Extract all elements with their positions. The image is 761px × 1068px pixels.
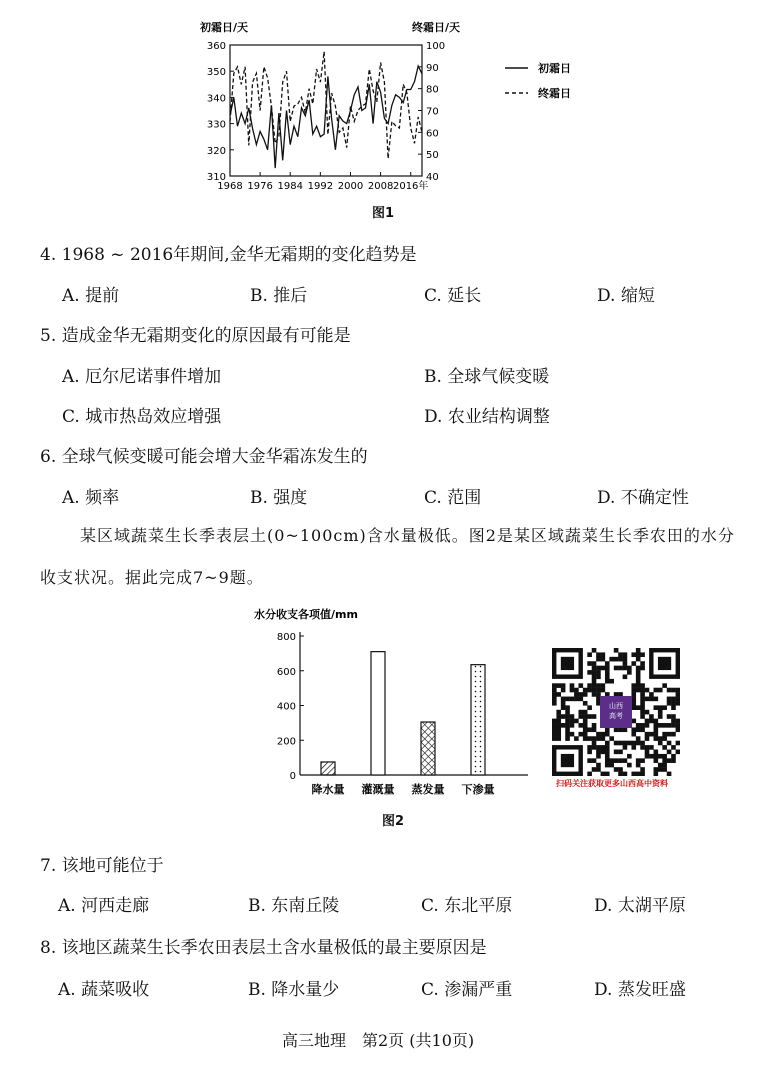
right-y-tick-label: 100 xyxy=(426,41,446,52)
figure2-caption: 图2 xyxy=(382,814,405,829)
qr-center-logo xyxy=(600,696,632,728)
qr-code xyxy=(552,648,680,776)
figure2-axes xyxy=(277,632,528,782)
q5-option-a: A. 厄尔尼诺事件增加 xyxy=(62,367,222,387)
x-tick-label: 2008 xyxy=(367,181,394,192)
question-4-stem: 4. 1968 ~ 2016年期间,金华无霜期的变化趋势是 xyxy=(40,245,417,265)
right-y-tick-label: 50 xyxy=(426,150,439,162)
q8-option-a: A. 蔬菜吸收 xyxy=(58,980,150,1000)
x-tick-label: 1984 xyxy=(277,181,303,192)
q6-option-a: A. 频率 xyxy=(62,488,120,508)
question-8-stem: 8. 该地区蔬菜生长季农田表层土含水量极低的最主要原因是 xyxy=(40,938,487,958)
bar-2 xyxy=(371,652,385,775)
right-axis-title: 终霜日/天 xyxy=(412,21,461,34)
intro-paragraph-line2: 收支状况。据此完成7~9题。 xyxy=(40,568,264,587)
legend-last-frost: 终霜日 xyxy=(538,87,571,100)
q5-option-c: C. 城市热岛效应增强 xyxy=(62,407,222,427)
figure1-chart xyxy=(190,18,590,208)
q5-option-b: B. 全球气候变暖 xyxy=(424,367,550,387)
q6-option-d: D. 不确定性 xyxy=(597,488,689,508)
q7-option-a: A. 河西走廊 xyxy=(58,896,150,916)
right-y-tick-label: 80 xyxy=(426,84,439,96)
y-tick-label: 0 xyxy=(289,771,296,782)
figure1-legend xyxy=(505,61,571,100)
y-tick-label: 200 xyxy=(276,736,296,748)
q7-option-b: B. 东南丘陵 xyxy=(248,896,340,916)
category-label: 下渗量 xyxy=(461,783,495,796)
x-tick-label: 2016年 xyxy=(392,181,429,192)
y-tick-label: 600 xyxy=(276,666,296,678)
question-7-stem: 7. 该地可能位于 xyxy=(40,856,164,876)
q4-option-d: D. 缩短 xyxy=(597,286,655,306)
x-tick-label: 1992 xyxy=(307,181,334,192)
qr-center-line2: 高考 xyxy=(609,712,623,720)
question-6-stem: 6. 全球气候变暖可能会增大金华霜冻发生的 xyxy=(40,447,368,467)
x-tick-label: 1976 xyxy=(247,181,273,192)
right-y-tick-label: 60 xyxy=(426,128,439,140)
left-y-tick-label: 340 xyxy=(206,93,226,105)
right-y-tick-label: 70 xyxy=(426,106,439,118)
q4-option-b: B. 推后 xyxy=(250,286,308,306)
q6-option-c: C. 范围 xyxy=(424,488,482,508)
figure2-bars xyxy=(312,652,495,796)
right-y-tick-label: 90 xyxy=(426,62,439,74)
left-y-tick-label: 360 xyxy=(206,41,226,52)
qr-center-line1: 山西 xyxy=(609,702,623,710)
q6-option-b: B. 强度 xyxy=(250,488,308,508)
left-y-tick-label: 310 xyxy=(206,172,226,183)
intro-paragraph-line1: 某区域蔬菜生长季表层土(0~100cm)含水量极低。图2是某区域蔬菜生长季农田的水分 xyxy=(80,526,735,545)
q7-option-d: D. 太湖平原 xyxy=(594,896,686,916)
category-label: 灌溉量 xyxy=(361,783,395,796)
q8-option-d: D. 蒸发旺盛 xyxy=(594,980,686,1000)
y-tick-label: 400 xyxy=(276,701,296,713)
figure2-chart xyxy=(248,604,538,804)
q5-option-d: D. 农业结构调整 xyxy=(424,407,550,427)
bar-1 xyxy=(321,762,335,775)
page-footer: 高三地理 第2页 (共10页) xyxy=(282,1031,475,1050)
q7-option-c: C. 东北平原 xyxy=(421,896,513,916)
bar-4 xyxy=(471,665,485,775)
series-line-last-frost xyxy=(230,52,422,159)
left-axis-title: 初霜日/天 xyxy=(200,21,249,34)
question-5-stem: 5. 造成金华无霜期变化的原因最有可能是 xyxy=(40,326,351,346)
figure2-title: 水分收支各项值/mm xyxy=(254,608,358,621)
category-label: 降水量 xyxy=(311,783,345,796)
bar-3 xyxy=(421,722,435,775)
figure1-lines xyxy=(230,52,422,169)
qr-caption: 扫码关注获取更多山西高中资料 xyxy=(556,779,668,788)
y-tick-label: 800 xyxy=(276,632,296,643)
q4-option-a: A. 提前 xyxy=(62,286,120,306)
x-tick-label: 2000 xyxy=(337,181,364,192)
q4-option-c: C. 延长 xyxy=(424,286,482,306)
left-y-tick-label: 330 xyxy=(206,119,226,131)
figure1-caption: 图1 xyxy=(372,206,395,221)
x-tick-label: 1968 xyxy=(217,181,243,192)
q8-option-c: C. 渗漏严重 xyxy=(421,980,513,1000)
legend-first-frost: 初霜日 xyxy=(538,62,571,75)
category-label: 蒸发量 xyxy=(411,783,445,796)
q8-option-b: B. 降水量少 xyxy=(248,980,340,1000)
left-y-tick-label: 350 xyxy=(206,67,226,79)
right-y-tick-label: 40 xyxy=(426,172,439,183)
left-y-tick-label: 320 xyxy=(206,145,226,157)
